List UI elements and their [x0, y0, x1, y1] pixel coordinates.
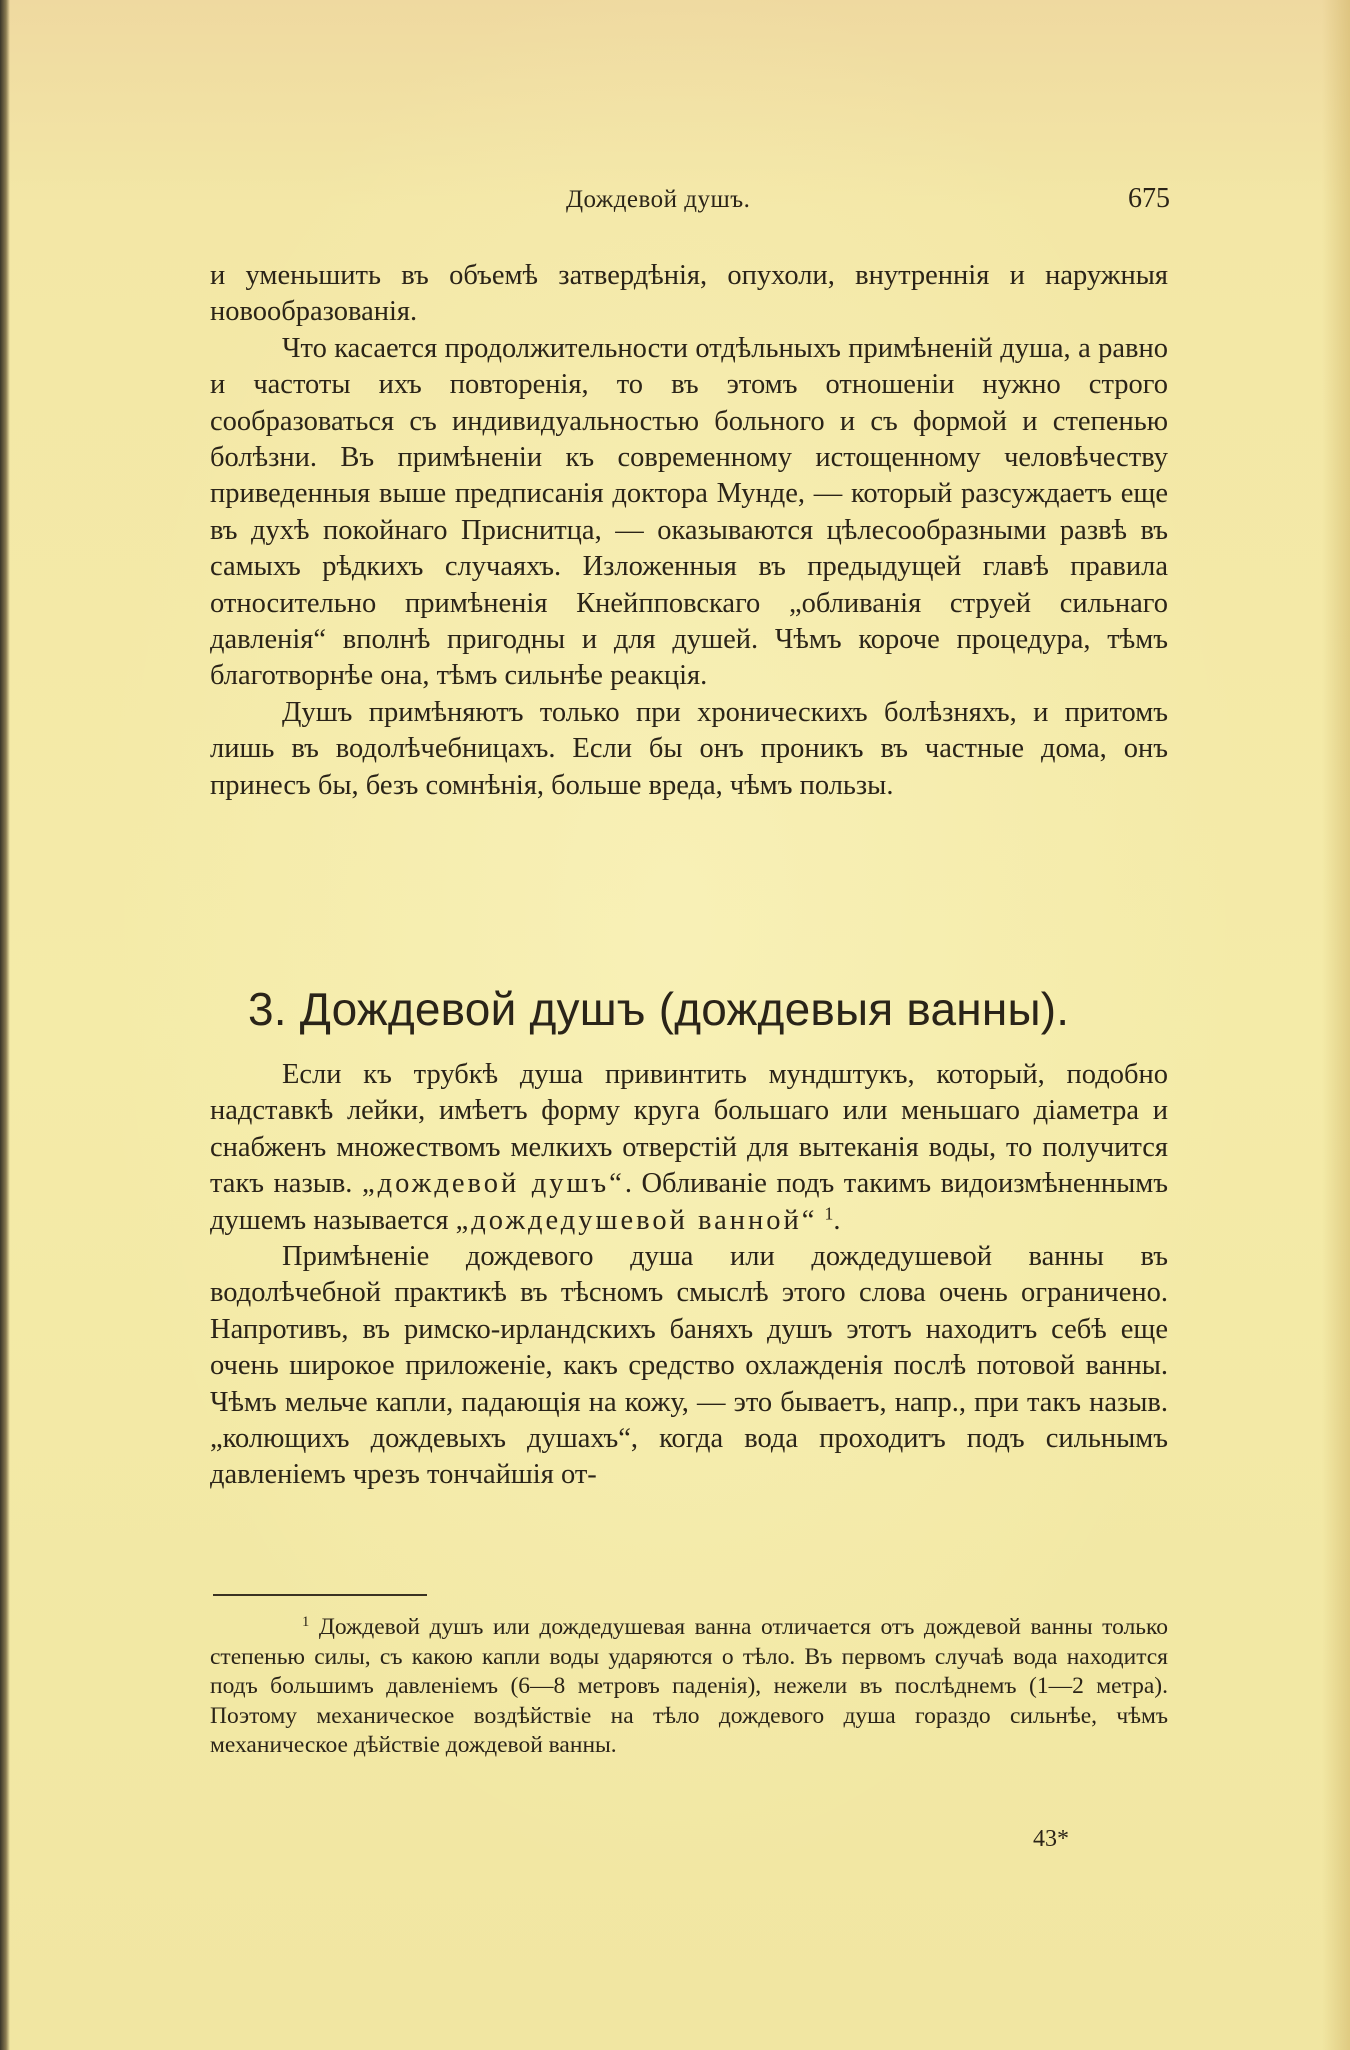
page-number: 675: [1128, 183, 1170, 214]
term-rain-shower: „дождевой душъ“: [361, 1168, 625, 1200]
intro-text: [210, 258, 1168, 804]
footnote: [210, 1613, 1168, 1761]
paragraph-rain-shower-definition: [210, 1057, 1168, 1239]
footnote-text: [210, 1613, 1168, 1761]
footnote-reference: 1: [824, 1202, 834, 1223]
paragraph-continuation: и уменьшить въ объемѣ затвердѣнія, опухоли, внутреннія и наружныя новообразованія.: [210, 260, 1168, 328]
printer-signature-mark: 43*: [1033, 1826, 1069, 1852]
term-rain-shower-bath: „дождедушевой ванной“: [455, 1204, 818, 1236]
page-header: [210, 183, 1170, 226]
paragraph-duration: Что касается продолжительности отдѣльныхъ примѣненій душа, а равно и частоты ихъ повторенія, то въ этомъ отношеніи нужно строго сообразоваться съ индивидуальностью больного и съ формой и степенью болѣзни. Въ примѣненіи къ современному истощенному человѣчеству приведенныя выше предписанія доктора Мунде, — который разсуждаетъ еще въ духѣ покойнаго Приснитца, — оказываются цѣлесообразными развѣ въ самыхъ рѣдкихъ случаяхъ. Изложенныя въ предыдущей главѣ правила относительно примѣненія Кнейпповскаго „обливанія струей сильнаго давленія“ вполнѣ пригодны и для душей. Чѣмъ короче процедура, тѣмъ благотворнѣе она, тѣмъ сильнѣе реакція.: [210, 332, 1168, 692]
paragraph-application: Примѣненіе дождевого душа или дождедушевой ванны въ водолѣчебной практикѣ въ тѣсномъ смыслѣ этого слова очень ограничено. Напротивъ, въ римско-ирландскихъ баняхъ душъ этотъ находитъ себѣ еще очень широкое приложеніе, какъ средство охлажденія послѣ потовой ванны. Чѣмъ мельче капли, падающія на кожу, — это бываетъ, напр., при такъ назыв. „колющихъ дождевыхъ душахъ“, когда вода проходитъ подъ сильнымъ давленіемъ чрезъ тончайшія от-: [210, 1241, 1168, 1491]
paragraph-chronic: Душъ примѣняютъ только при хроническихъ болѣзняхъ, и притомъ лишь въ водолѣчебницахъ. Если бы онъ проникъ въ частные дома, онъ принесъ бы, безъ сомнѣнія, больше вреда, чѣмъ пользы.: [210, 696, 1168, 801]
section-text: [210, 1057, 1168, 1494]
text-run: . Обливаніе подъ такимъ видоизмѣненнымъ душемъ называется: [210, 1168, 1168, 1236]
footnote-divider: [213, 1594, 427, 1596]
section-heading: 3. Дождевой душъ (дождевыя ванны).: [248, 983, 1070, 1035]
text-run: [817, 1205, 824, 1236]
running-title: Дождевой душъ.: [566, 186, 751, 213]
text-run: Если къ трубкѣ душа привинтить мундштукъ, который, подобно надставкѣ лейки, имѣетъ форму круга большаго или меньшаго діаметра и снабженъ множествомъ мелкихъ отверстій для вытеканія воды, то получится такъ назыв.: [210, 1059, 1168, 1200]
footnote-marker: 1: [302, 1614, 310, 1630]
footnote-body: Дождевой душъ или дождедушевая ванна отличается отъ дождевой ванны только степенью силы, съ какою капли воды ударяются о тѣло. Въ первомъ случаѣ вода находится подъ большимъ давленіемъ (6—8 метровъ паденія), нежели въ послѣднемъ (1—2 метра). Поэтому механическое воздѣйствіе на тѣло дождевого душа гораздо сильнѣе, чѣмъ механическое дѣйствіе дождевой ванны.: [210, 1614, 1168, 1758]
text-run: .: [833, 1204, 841, 1236]
